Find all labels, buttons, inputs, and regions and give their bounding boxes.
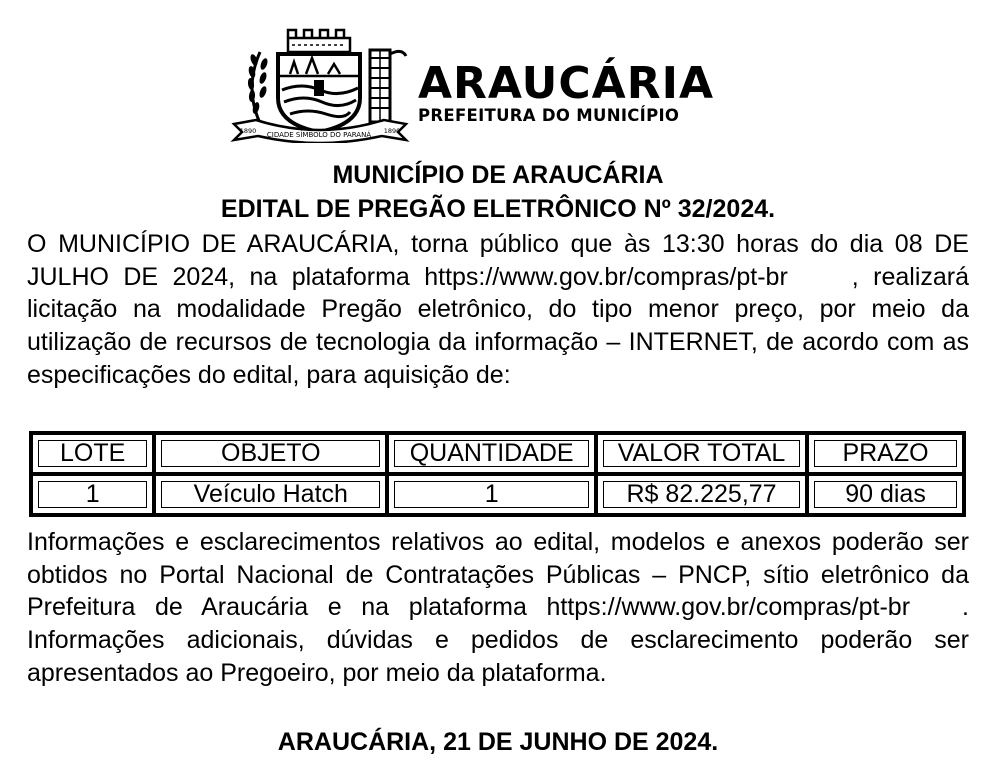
table-cell-lote: 1 — [31, 474, 154, 515]
table-header-quantidade: QUANTIDADE — [387, 433, 596, 474]
table-cell-prazo: 90 dias — [807, 474, 964, 515]
items-table — [29, 431, 966, 517]
info-paragraph — [27, 526, 969, 690]
intro-text-2: , realizará licitação na modalidade Pregão eletrônico, do tipo menor preço, por meio da utilização de recursos de tecnologia da informação – INTERNET, de acordo com as especificações do edital, para aquisição de: — [27, 262, 970, 389]
info-text-2: . Informações adicionais, dúvidas e pedidos de esclarecimento poderão ser apresentados ao Pregoeiro, por meio da plataforma. — [27, 593, 969, 687]
table-cell-objeto: Veículo Hatch — [154, 474, 387, 515]
crest-year-left: 1890 — [239, 127, 257, 135]
document-title: MUNICÍPIO DE ARAUCÁRIA — [332, 161, 664, 189]
header — [230, 28, 770, 148]
table-header-objeto: OBJETO — [154, 433, 387, 474]
brand-name: ARAUCÁRIA — [418, 58, 715, 109]
brand-block — [418, 58, 715, 126]
table-cell-quantidade: 1 — [387, 474, 596, 515]
coat-of-arms-logo — [230, 28, 410, 143]
crest-ribbon-text: CIDADE SÍMBOLO DO PARANÁ — [266, 131, 372, 139]
table-header-valor-total: VALOR TOTAL — [596, 433, 807, 474]
table-row — [31, 474, 964, 515]
table-cell-valor-total: R$ 82.225,77 — [596, 474, 807, 515]
document-subtitle: EDITAL DE PREGÃO ELETRÔNICO Nº 32/2024. — [220, 195, 776, 223]
intro-paragraph — [27, 228, 969, 392]
crest-year-right: 1890 — [383, 127, 401, 135]
intro-text-1: O MUNICÍPIO DE ARAUCÁRIA, torna público que às 13:30 horas do dia 08 DE JULHO DE 2024, na plataforma https://www.gov.br/compras/pt-br — [27, 230, 969, 291]
brand-subtitle: PREFEITURA DO MUNICÍPIO — [418, 106, 680, 125]
signature-date: ARAUCÁRIA, 21 DE JUNHO DE 2024. — [277, 728, 719, 756]
table-header-lote: LOTE — [31, 433, 154, 474]
table-header-row — [31, 433, 964, 474]
info-text-1: Informações e esclarecimentos relativos ao edital, modelos e anexos poderão ser obtidos no Portal Nacional de Contratações Públicas – PNCP, sítio eletrônico da Prefeitura de Araucária e na plataforma https://www.gov.br/compras/pt-br — [27, 528, 969, 622]
table-header-prazo: PRAZO — [807, 433, 964, 474]
